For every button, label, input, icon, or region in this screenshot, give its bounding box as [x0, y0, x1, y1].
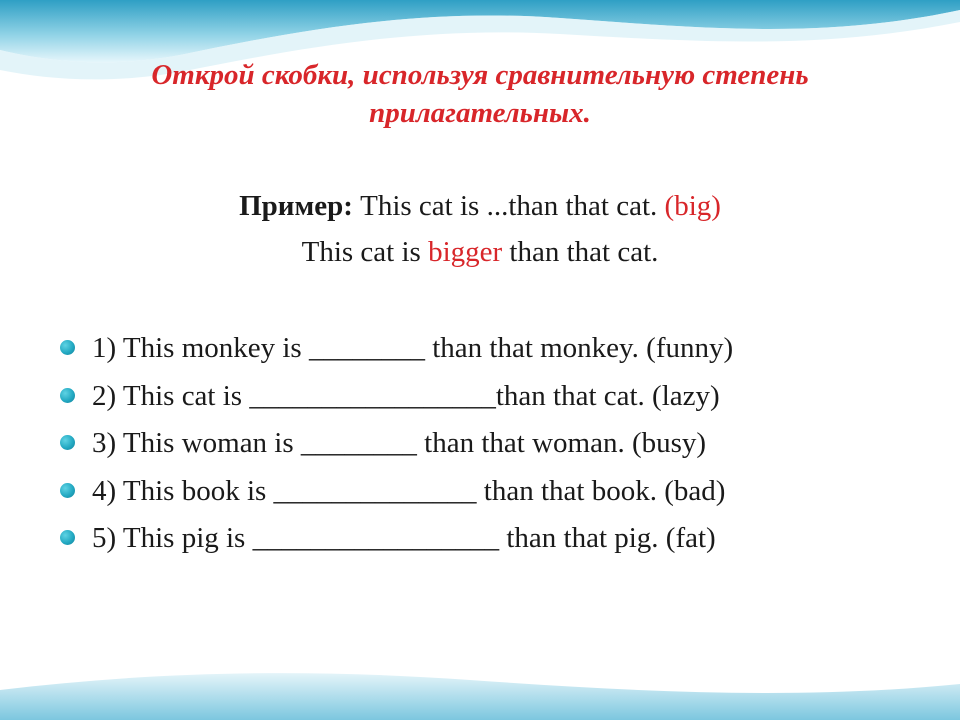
teal-dot-icon	[60, 340, 75, 355]
item-text: 4) This book is ______________ than that book. (bad)	[92, 474, 726, 507]
page-title	[0, 56, 960, 132]
teal-dot-icon	[60, 388, 75, 403]
teal-dot-icon	[60, 435, 75, 450]
item-text: 1) This monkey is ________ than that monkey. (funny)	[92, 332, 734, 364]
list-item	[60, 423, 733, 471]
list-item	[60, 376, 733, 424]
example-sentence	[0, 188, 960, 224]
title-line-1: Открой скобки, используя сравнительную степень	[151, 59, 809, 91]
list-item	[60, 471, 733, 519]
list-item	[60, 328, 733, 376]
title-line-2: прилагательных.	[369, 97, 591, 129]
answer-after: than that cat.	[509, 236, 659, 268]
teal-dot-icon	[60, 483, 75, 498]
list-item	[60, 518, 733, 566]
example-text: This cat is ...than that cat.	[360, 190, 658, 222]
example-answer	[0, 234, 960, 270]
item-text: 2) This cat is _________________than that cat. (lazy)	[92, 379, 720, 412]
item-text: 3) This woman is ________ than that woman. (busy)	[92, 427, 707, 459]
example-hint: (big)	[664, 190, 721, 222]
example-label: Пример:	[239, 190, 353, 222]
teal-dot-icon	[60, 530, 75, 545]
answer-word: bigger	[428, 236, 503, 268]
item-text: 5) This pig is _________________ than that pig. (fat)	[92, 522, 716, 554]
exercise-list	[60, 328, 733, 566]
answer-before: This cat is	[301, 236, 421, 268]
